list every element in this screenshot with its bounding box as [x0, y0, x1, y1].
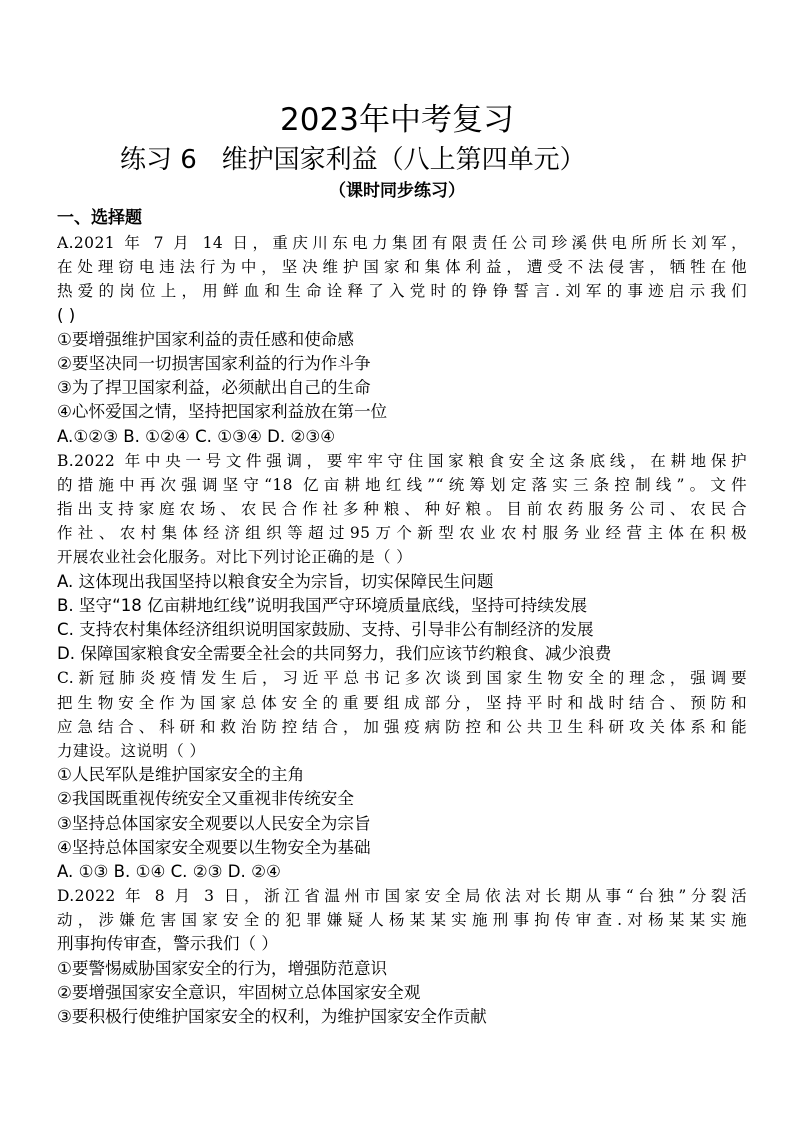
document-note: （课时同步练习） [329, 181, 465, 201]
text-line: ②我国既重视传统安全又重视非传统安全 [57, 789, 354, 809]
text-line: 在处理窃电违法行为中，坚决维护国家和集体利益，遭受不法侵害，牺牲在他 [57, 258, 747, 277]
text-line: ( ) [57, 305, 76, 325]
text-line: C.新冠肺炎疫情发生后，习近平总书记多次谈到国家生物安全的理念，强调要 [57, 669, 747, 688]
text-line: 作社、农村集体经济组织等超过95万个新型农业农村服务业经营主体在积极 [57, 524, 747, 543]
text-line: 动，涉嫌危害国家安全的犯罪嫌疑人杨某某实施刑事拘传审查.对杨某某实施 [57, 911, 747, 930]
text-line: 应急结合、科研和救治防控结合，加强疫病防控和公共卫生科研攻关体系和能 [57, 717, 747, 736]
text-line: ③要积极行使维护国家安全的权利，为维护国家安全作贡献 [57, 1007, 487, 1026]
text-line: 把生物安全作为国家总体安全的重要组成部分，坚持平时和战时结合、预防和 [57, 693, 747, 712]
text-line: D. 保障国家粮食安全需要全社会的共同努力，我们应该节约粮食、减少浪费 [57, 644, 612, 664]
text-line: ④心怀爱国之情，坚持把国家利益放在第一位 [57, 402, 388, 422]
text-line: ①要警惕威胁国家安全的行为，增强防范意识 [57, 958, 388, 978]
document-subtitle: 练习 6 维护国家利益（八上第四单元） [120, 145, 586, 175]
text-line: ①人民军队是维护国家安全的主角 [57, 765, 305, 785]
text-line: 开展农业社会化服务。对比下列讨论正确的是（ ） [57, 548, 413, 567]
text-line: 指出支持家庭农场、农民合作社多种粮、种好粮。目前农药服务公司、农民合 [57, 500, 747, 519]
text-line: A. ①③ B. ①④ C. ②③ D. ②④ [57, 861, 281, 881]
text-line: ③坚持总体国家安全观要以人民安全为宗旨 [57, 813, 371, 833]
text-line: B.2022 年中央一号文件强调，要牢牢守住国家粮食安全这条底线，在耕地保护 [57, 451, 747, 470]
text-line: ②要增强国家安全意识，牢固树立总体国家安全观 [57, 982, 421, 1002]
text-line: 力建设。这说明（ ） [57, 741, 206, 760]
text-line: A. 这体现出我国坚持以粮食安全为宗旨，切实保障民生问题 [57, 571, 494, 591]
text-line: B. 坚守“18 亿亩耕地红线”说明我国严守环境质量底线，坚持可持续发展 [57, 595, 588, 615]
text-line: D.2022 年 8 月 3 日，浙江省温州市国家安全局依法对长期从事“台独”分裂活 [57, 887, 747, 906]
text-line: 热爱的岗位上，用鲜血和生命诠释了入党时的铮铮誓言.刘军的事迹启示我们 [57, 282, 747, 301]
text-line: ④坚持总体国家安全观要以生物安全为基础 [57, 837, 371, 857]
text-line: ③为了捍卫国家利益，必须献出自己的生命 [57, 378, 371, 398]
text-line: A.2021 年 7 月 14 日，重庆川东电力集团有限责任公司珍溪供电所所长刘军， [57, 234, 747, 252]
text-line: A.①②③ B. ①②④ C. ①③④ D. ②③④ [57, 426, 336, 446]
document-title: 2023年中考复习 [280, 102, 514, 138]
text-line: 刑事拘传审查，警示我们（ ） [57, 934, 278, 954]
question-list [57, 231, 747, 1029]
text-line: ①要增强维护国家利益的责任感和使命感 [57, 329, 354, 349]
section-heading: 一、选择题 [57, 208, 142, 228]
text-line: C. 支持农村集体经济组织说明国家鼓励、支持、引导非公有制经济的发展 [57, 620, 594, 639]
text-line: ②要坚决同一切损害国家利益的行为作斗争 [57, 353, 371, 373]
text-line: 的措施中再次强调坚守“18 亿亩耕地红线”“统筹划定落实三条控制线”。文件 [57, 475, 747, 494]
